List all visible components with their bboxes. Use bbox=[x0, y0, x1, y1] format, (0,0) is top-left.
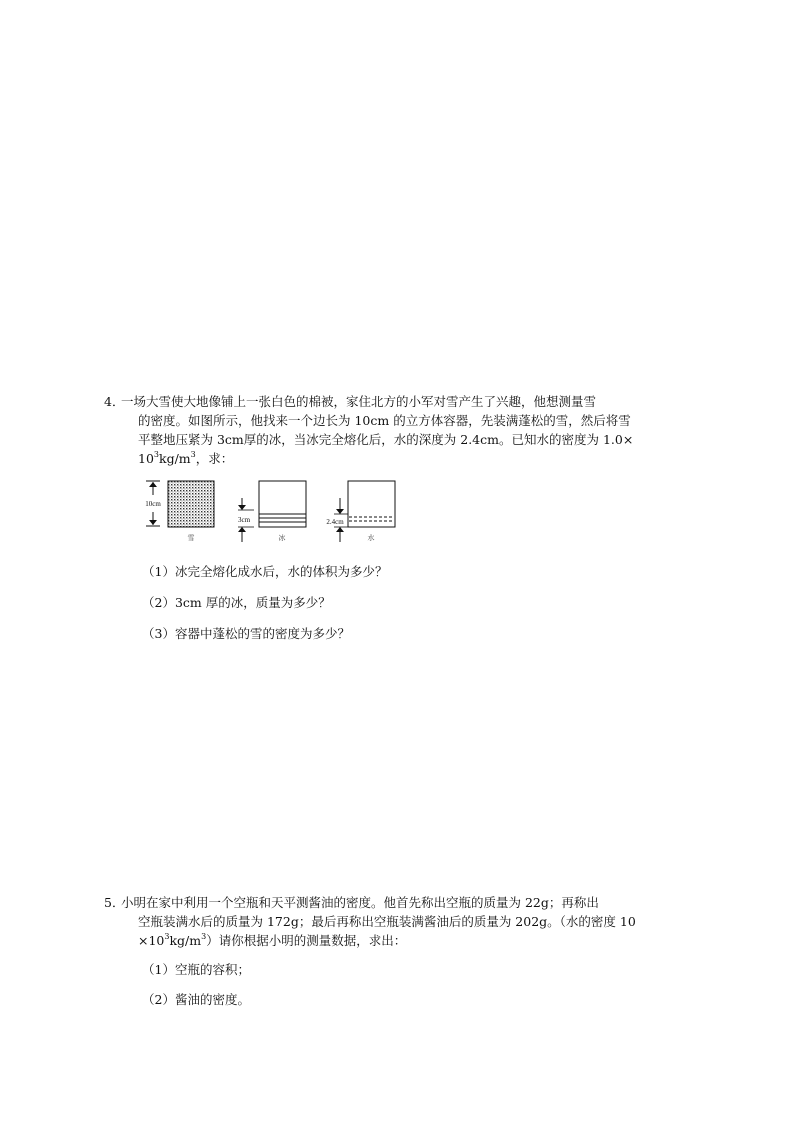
snow-ice-water-figure bbox=[138, 478, 400, 548]
water-caption: 水 bbox=[367, 534, 375, 542]
question-5-sub-1: （1）空瓶的容积； bbox=[142, 962, 250, 977]
ice-thickness-label: 3cm bbox=[237, 516, 251, 524]
question-5-line-2: 空瓶装满水后的质量为 172g；最后再称出空瓶装满酱油后的质量为 202g。（水的密度 10 bbox=[138, 914, 636, 929]
question-4 bbox=[104, 392, 677, 468]
question-4-sub-2: （2）3cm 厚的冰，质量为多少？ bbox=[142, 595, 331, 610]
question-5-sub-2: （2）酱油的密度。 bbox=[142, 992, 250, 1007]
question-4-sub-1: （1）冰完全熔化成水后，水的体积为多少？ bbox=[142, 564, 388, 579]
water-container bbox=[348, 481, 395, 527]
question-4-line-3: 平整地压紧为 3cm厚的冰，当冰完全熔化后，水的深度为 2.4cm。已知水的密度为 1.0× bbox=[138, 432, 634, 447]
ice-caption: 冰 bbox=[278, 534, 286, 542]
snow-container bbox=[168, 481, 214, 527]
question-4-line-2: 的密度。如图所示，他找来一个边长为 10cm 的立方体容器，先装满蓬松的雪，然后将雪 bbox=[138, 413, 631, 428]
question-4-number: 4． bbox=[104, 394, 125, 409]
water-depth-label: 2.4cm bbox=[326, 518, 344, 526]
question-5 bbox=[104, 893, 677, 950]
question-4-line-4: $10^3kg/m^3$，求： bbox=[138, 449, 234, 466]
question-5-line-1: 5．小明在家中利用一个空瓶和天平测酱油的密度。他首先称出空瓶的质量为 22g；再称出 bbox=[104, 895, 599, 910]
snow-caption: 雪 bbox=[187, 534, 195, 542]
snow-dimension bbox=[145, 481, 161, 526]
question-4-sub-3: （3）容器中蓬松的雪的密度为多少？ bbox=[142, 626, 350, 641]
water-dimension bbox=[326, 498, 350, 542]
ice-dimension bbox=[238, 498, 254, 542]
snow-height-label: 10cm bbox=[145, 500, 161, 508]
ice-container bbox=[259, 481, 306, 527]
question-4-line-1: 4．一场大雪使大地像铺上一张白色的棉被，家住北方的小军对雪产生了兴趣，他想测量雪 bbox=[104, 394, 597, 409]
question-5-number: 5． bbox=[104, 895, 125, 910]
question-5-line-3: $\times 10^3kg/m^3$）请你根据小明的测量数据，求出： bbox=[138, 931, 407, 948]
